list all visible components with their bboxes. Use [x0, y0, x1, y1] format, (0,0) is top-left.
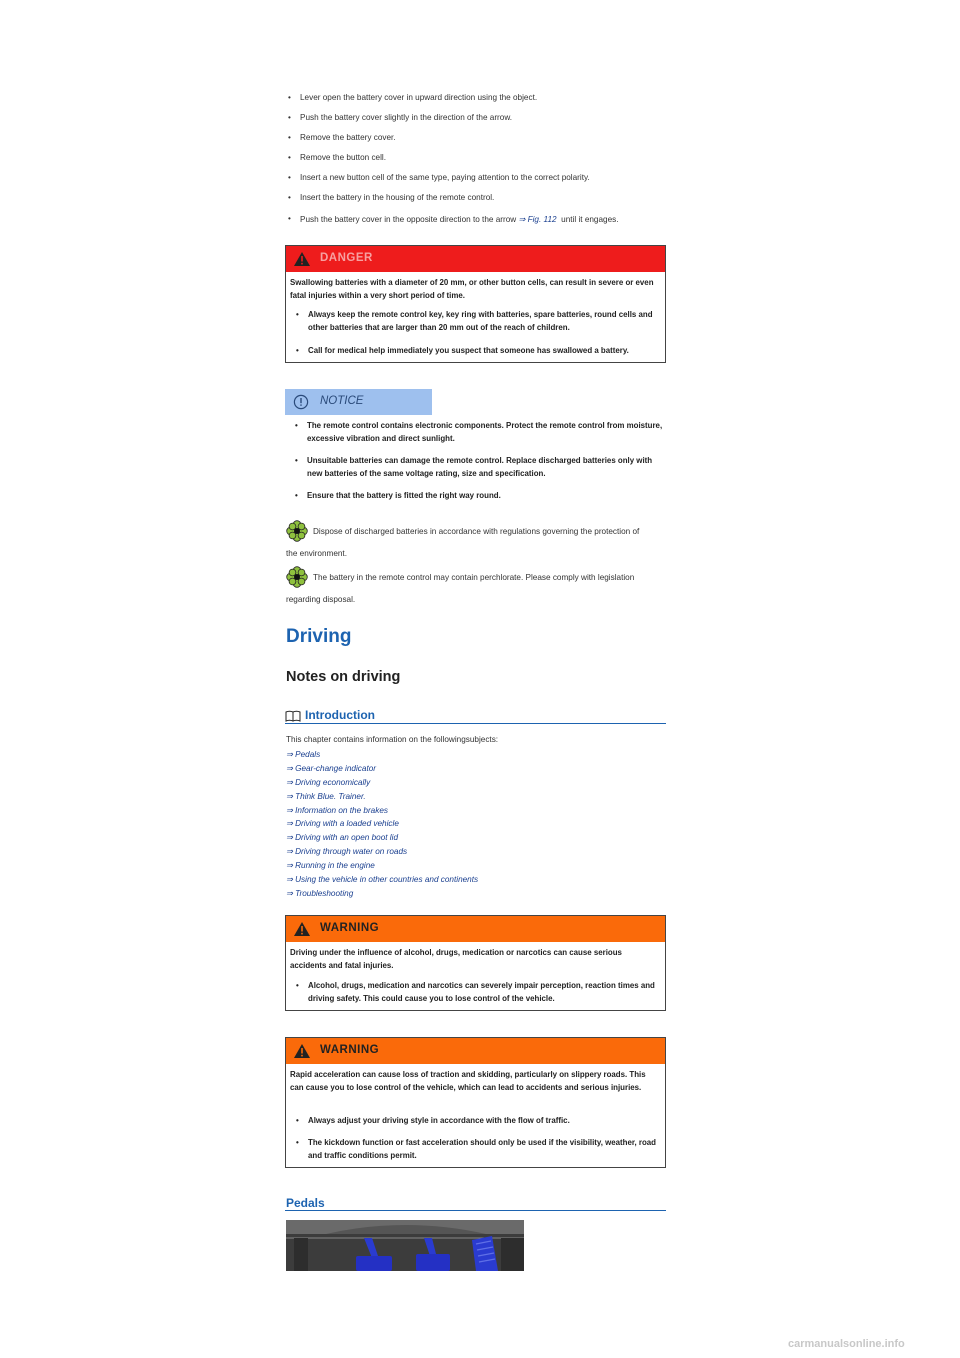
danger-header — [286, 246, 665, 272]
warning-title: WARNING — [320, 922, 380, 934]
step-text: until it engages. — [561, 215, 619, 224]
topic-link[interactable]: ⇒ Think Blue. Trainer. — [286, 792, 366, 801]
topic-link[interactable]: ⇒ Driving through water on roads — [286, 847, 408, 856]
pedals-heading — [285, 1195, 666, 1211]
environment-text: regarding disposal. — [286, 595, 356, 604]
topic-link[interactable]: ⇒ Troubleshooting — [286, 889, 354, 898]
bullet-icon: • — [296, 1138, 299, 1147]
warning-triangle-icon — [293, 921, 311, 937]
warning-bullet: • The kickdown function or fast acceleration should only be used if the visibility, weather, road and traffic conditions permit. — [296, 1138, 656, 1160]
topic-link[interactable]: ⇒ Pedals — [286, 750, 321, 759]
topic-link[interactable]: ⇒ Gear-change indicator — [286, 764, 376, 773]
figure-link[interactable]: ⇒ Fig. 112 — [518, 215, 557, 224]
bullet-icon: • — [295, 456, 298, 465]
notice-header — [285, 389, 432, 415]
warning-bullet: • Always adjust your driving style in accordance with the flow of traffic. — [296, 1116, 570, 1125]
topic-link[interactable]: ⇒ Running in the engine — [286, 861, 375, 870]
bullet-icon: • — [288, 113, 291, 122]
danger-bullet: • Call for medical help immediately you suspect that someone has swallowed a battery. — [296, 346, 629, 355]
warning-intro: Driving under the influence of alcohol, drugs, medication or narcotics can cause serious accidents and fatal injuries. — [290, 948, 622, 970]
environment-flower-icon — [286, 520, 308, 542]
bullet-icon: • — [288, 133, 291, 142]
pedals-title: Pedals — [286, 1196, 325, 1210]
bullet-icon: • — [296, 346, 299, 355]
danger-box — [285, 245, 666, 363]
bullet-icon: • — [288, 193, 291, 202]
topic-link[interactable]: ⇒ Information on the brakes — [286, 806, 388, 815]
bullet-icon: • — [288, 153, 291, 162]
step-text: Push the battery cover in the opposite direction to the arrow — [300, 215, 517, 224]
warning-intro: Rapid acceleration can cause loss of traction and skidding, particularly on slippery roads. This can cause you to lose control of the vehicle, which can lead to accidents and serious injuries. — [290, 1070, 646, 1092]
warning-header — [286, 1038, 665, 1064]
pedals-illustration — [286, 1220, 524, 1271]
danger-title: DANGER — [320, 252, 373, 264]
bullet-icon: • — [296, 310, 299, 319]
bullet-icon: • — [295, 421, 298, 430]
topic-link[interactable]: ⇒ Driving economically — [286, 778, 371, 787]
chapter-heading: Driving — [286, 626, 352, 647]
danger-bullet: • Always keep the remote control key, key ring with batteries, spare batteries, round cells and other batteries that are larger than 20 mm out of the reach of children. — [296, 310, 653, 332]
bullet-icon: • — [296, 981, 299, 990]
footer-watermark: carmanualsonline.info — [788, 1338, 905, 1350]
danger-intro: Swallowing batteries with a diameter of 20 mm, or other button cells, can result in severe or even fatal injuries within a very short period of time. — [290, 278, 654, 300]
environment-text: the environment. — [286, 549, 347, 558]
book-icon — [285, 710, 301, 722]
bullet-icon: • — [296, 1116, 299, 1125]
introduction-title: Introduction — [305, 708, 375, 722]
warning-box — [285, 915, 666, 1011]
warning-triangle-icon — [293, 251, 311, 267]
bullet-icon: • — [288, 173, 291, 182]
bullet-icon: • — [295, 491, 298, 500]
environment-text: Dispose of discharged batteries in accordance with regulations governing the protection of — [313, 527, 640, 536]
exclamation-circle-icon — [293, 394, 309, 410]
notice-title: NOTICE — [320, 395, 364, 407]
warning-triangle-icon — [293, 1043, 311, 1059]
environment-note — [286, 520, 666, 560]
introduction-heading — [285, 707, 666, 724]
topic-link[interactable]: ⇒ Driving with a loaded vehicle — [286, 819, 399, 828]
section-heading: Notes on driving — [286, 669, 401, 685]
bullet-icon: • — [288, 214, 291, 223]
environment-note — [286, 566, 666, 606]
topic-link[interactable]: ⇒ Using the vehicle in other countries and continents — [286, 875, 479, 884]
environment-flower-icon — [286, 566, 308, 588]
warning-box — [285, 1037, 666, 1168]
topic-link[interactable]: ⇒ Driving with an open boot lid — [286, 833, 398, 842]
warning-bullet: • Alcohol, drugs, medication and narcotics can severely impair perception, reaction times and driving safety. This could cause you to lose control of the vehicle. — [296, 981, 655, 1003]
intro-text: This chapter contains information on the followingsubjects: — [286, 735, 499, 744]
bullet-icon: • — [288, 93, 291, 102]
warning-title: WARNING — [320, 1044, 380, 1056]
environment-text: The battery in the remote control may contain perchlorate. Please comply with legislation — [313, 573, 635, 582]
warning-header — [286, 916, 665, 942]
